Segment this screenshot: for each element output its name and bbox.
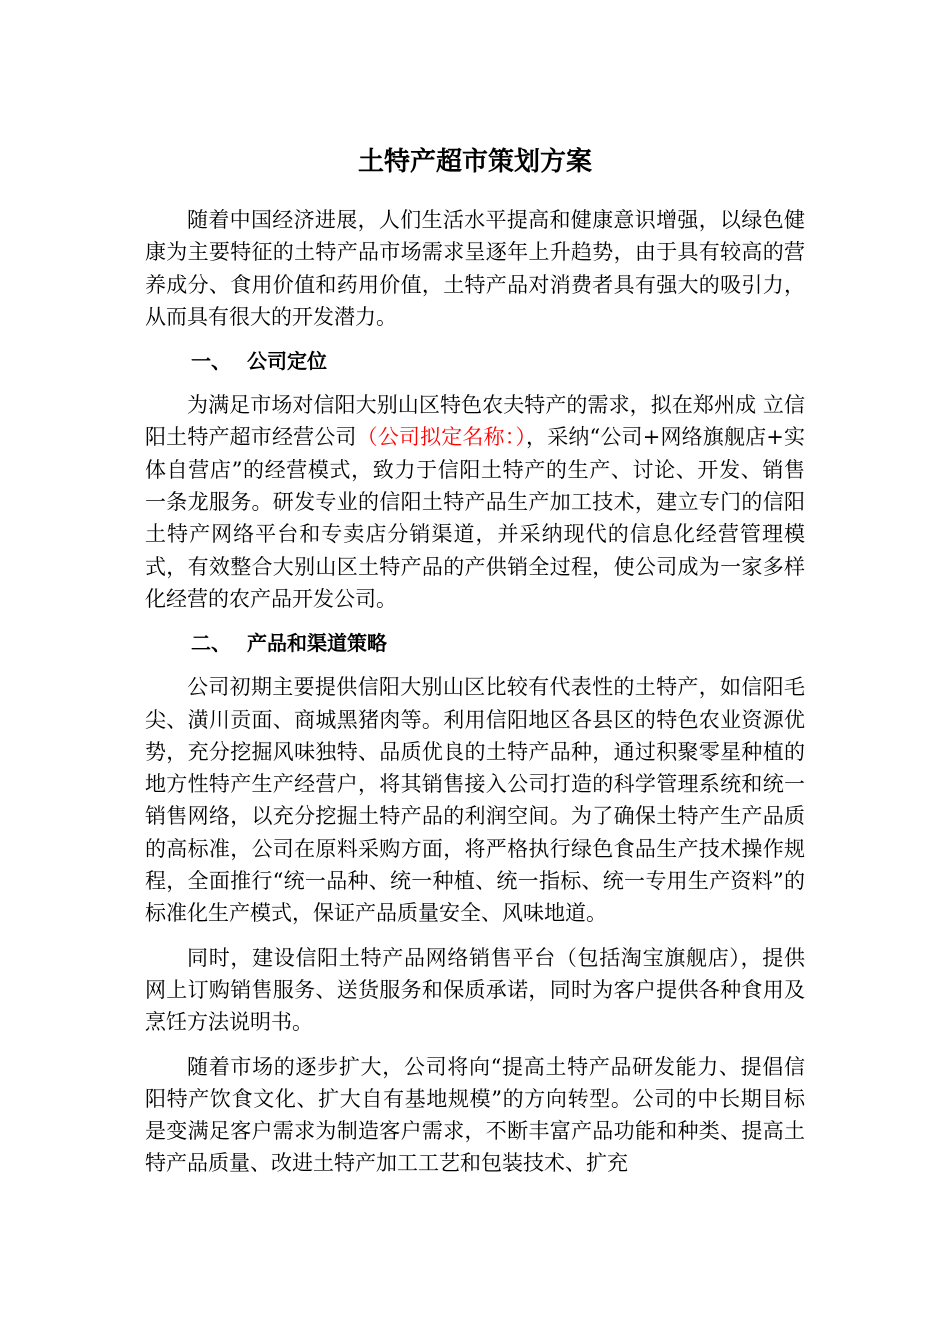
section2-paragraph-3: 随着市场的逐步扩大，公司将向“提高土特产品研发能力、提倡信阳特产饮食文化、扩大自有基地规模”的方向转型。公司的中长期目标是变满足客户需求为制造客户需求，不断丰富产品功能和种类、提高土特产品质量、改进土特产加工工艺和包装技术、扩充 <box>145 1054 805 1176</box>
section-heading-2 <box>191 627 805 659</box>
placeholder-close: ） <box>515 425 527 450</box>
section-heading-1 <box>191 345 805 377</box>
section-number: 二、 <box>191 631 231 656</box>
paragraph-text: ，采纳“公司+网络旗舰店+实体自营店”的经营模式，致力于信阳土特产的生产、讨论、开发、销售一条龙服务。研发专业的信阳土特产品生产加工技术，建立专门的信阳土特产网络平台和专卖店分销渠道，并采纳现代的信息化经营管理模式，有效整合大别山区土特产品的产供销全过程，使公司成为一家多样化经营的农产品开发公司。 <box>145 425 806 611</box>
placeholder-company-name: （公司拟定名称： <box>356 425 516 450</box>
section-title: 公司定位 <box>247 349 327 374</box>
paragraph-line: 立信阳土特产超市经营公司 <box>145 393 806 450</box>
document-title: 土特产超市策划方案 <box>357 147 592 177</box>
document-page <box>145 140 805 1192</box>
paragraph-line: 为满足市场对信阳大别山区特色农夫特产的需求，拟在郑州成 <box>187 393 757 418</box>
section-number: 一、 <box>191 349 231 374</box>
intro-paragraph: 随着中国经济进展，人们生活水平提高和健康意识增强，以绿色健康为主要特征的土特产品市场需求呈逐年上升趋势，由于具有较高的营养成分、食用价值和药用价值，土特产品对消费者具有强大的吸引力，从而具有很大的开发潜力。 <box>145 208 805 329</box>
section2-paragraph-2: 同时，建设信阳土特产品网络销售平台（包括淘宝旗舰店），提供网上订购销售服务、送货服务和保质承诺，同时为客户提供各种食用及烹饪方法说明书。 <box>145 945 805 1035</box>
section2-paragraph-1: 公司初期主要提供信阳大别山区比较有代表性的土特产，如信阳毛尖、潢川贡面、商城黑猪肉等。利用信阳地区各县区的特色农业资源优势，充分挖掘风味独特、品质优良的土特产品种，通过积聚零星种植的地方性特产生产经营户，将其销售接入公司打造的科学管理系统和统一销售网络，以充分挖掘土特产品的利润空间。为了确保土特产生产品质的高标准，公司在原料采购方面，将严格执行绿色食品生产技术操作规程，全面推行“统一品种、统一种植、统一指标、统一专用生产资料”的标准化生产模式，保证产品质量安全、风味地道。 <box>145 675 805 926</box>
section1-paragraph <box>145 389 805 615</box>
section-title: 产品和渠道策略 <box>247 631 387 656</box>
